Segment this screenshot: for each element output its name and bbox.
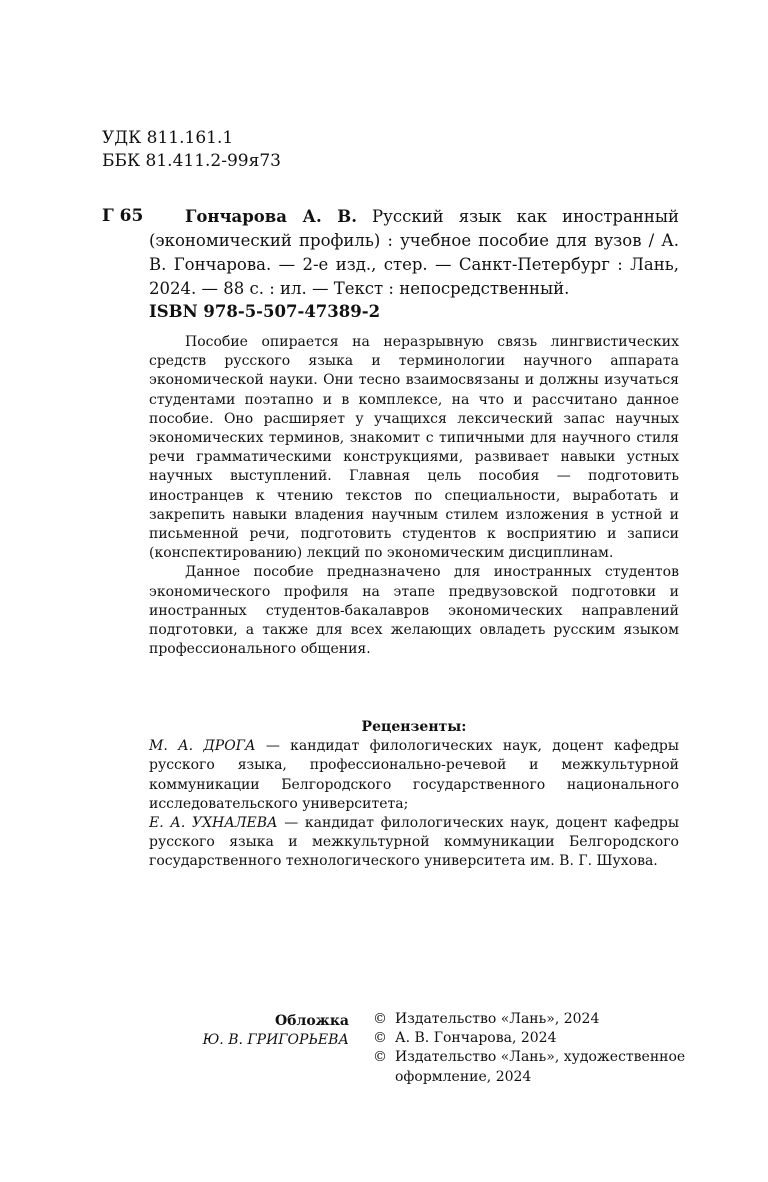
- copyright-line: [373, 1010, 693, 1029]
- reviewer-entry: [149, 737, 679, 814]
- bbk-code: ББК 81.411.2-99я73: [102, 151, 281, 171]
- cover-designer: Ю. В. ГРИГОРЬЕВА: [202, 1032, 349, 1049]
- reviewer-details: — кандидат филологических наук, доцент кафедры русского языка и межкультурной коммуникации Белгородского государственного технологического университета им. В. Г. Шухова.: [149, 815, 680, 870]
- copyright-icon: ©: [373, 1011, 387, 1027]
- copyright-line: [373, 1029, 693, 1048]
- copyright-text: Издательство «Лань», 2024: [395, 1011, 600, 1027]
- isbn: ISBN 978-5-507-47389-2: [149, 302, 381, 321]
- reviewers-heading: Рецензенты:: [361, 719, 467, 735]
- copyright-icon: ©: [373, 1049, 387, 1066]
- reviewers-block: [149, 718, 679, 872]
- record-author: Гончарова А. В.: [185, 207, 357, 226]
- reviewer-entry: [149, 814, 679, 872]
- annotation-paragraph: Пособие опирается на неразрывную связь лингвистических средств русского языка и терминологии научного аппарата экономической науки. Они тесно взаимосвязаны и должны изучаться студентами поэтапно и в комплексе, на что и рассчитано данное пособие. Оно расширяет у учащихся лексический запас научных экономических терминов, знакомит с типичными для научного стиля речи грамматическими конструкциями, развивает навыки устных научных выступлений. Главная цель пособия — подготовить иностранцев к чтению текстов по специальности, выработать и закрепить навыки владения научным стилем изложения в устной и письменной речи, подготовить студентов к восприятию и записи (конспектированию) лекций по экономическим дисциплинам.: [149, 334, 679, 562]
- bibliographic-record: [149, 205, 679, 301]
- reviewer-details: — кандидат филологических наук, доцент кафедры русского языка, профессионально-речевой и межкультурной коммуникации Белгородского государственного национального исследовательского университета;: [149, 738, 680, 812]
- author-mark: Г 65: [102, 206, 144, 226]
- udc-code: УДК 811.161.1: [102, 128, 234, 148]
- reviewer-name: Е. А. УХНАЛЕВА: [149, 815, 278, 832]
- classification-block: [102, 127, 281, 173]
- copyright-text: Издательство «Лань», художественное оформление, 2024: [395, 1049, 686, 1085]
- annotation-paragraph: Данное пособие предназначено для иностранных студентов экономического профиля на этапе предвузовской подготовки и иностранных студентов-бакалавров экономических направлений подготовки, а также для всех желающих овладеть русским языком профессионального общения.: [149, 564, 679, 658]
- copyright-line: [373, 1048, 693, 1086]
- copyright-icon: ©: [373, 1030, 387, 1047]
- record-description: Русский язык как иностранный (экономический профиль) : учебное пособие для вузов / А. В. Гончарова. — 2-е изд., стер. — Санкт-Петербург : Лань, 2024. — 88 с. : ил. — Текст : непосредственный.: [149, 207, 679, 298]
- copyright-text: А. В. Гончарова, 2024: [395, 1030, 557, 1047]
- annotation: [149, 333, 679, 659]
- copyright-block: [373, 1010, 693, 1087]
- cover-credit: [149, 1012, 349, 1050]
- cover-label: Обложка: [274, 1013, 349, 1029]
- reviewer-name: М. А. ДРОГА: [149, 738, 256, 755]
